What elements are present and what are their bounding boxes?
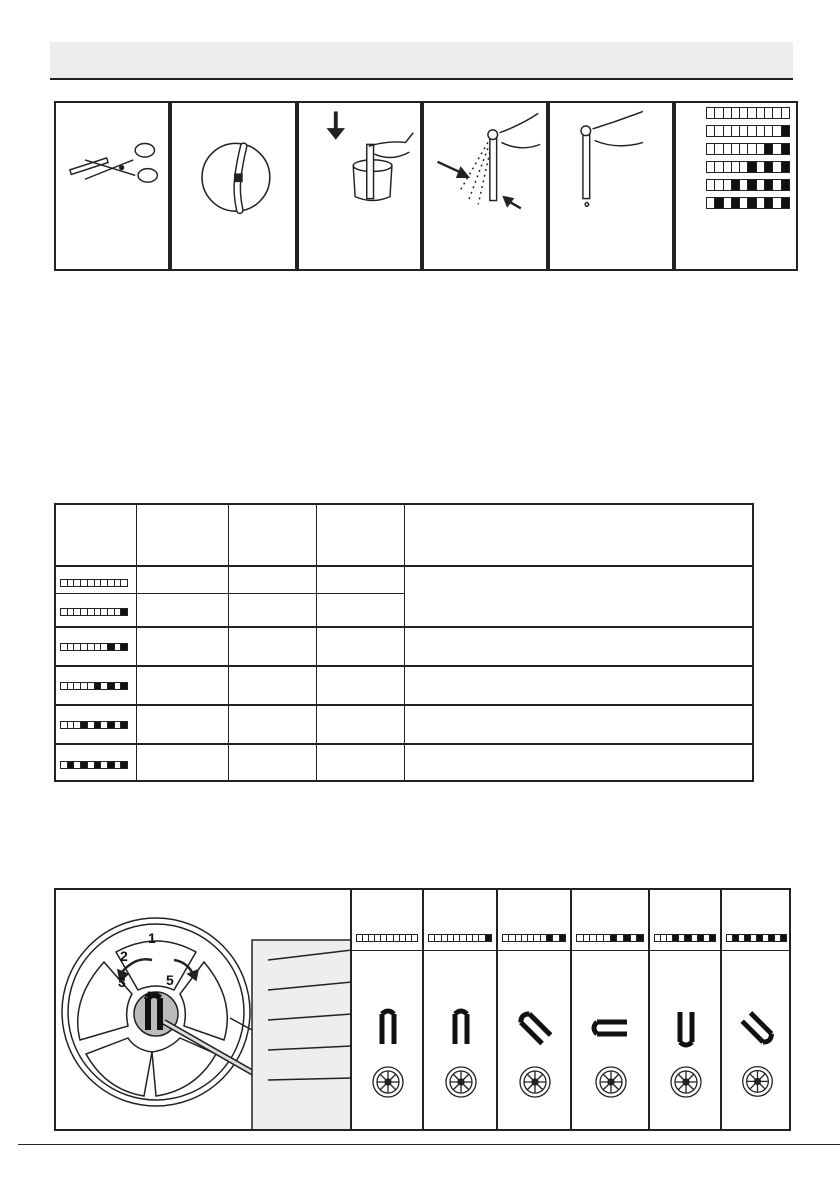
- footer-rule: [18, 1144, 840, 1145]
- dial-setting-icon: [424, 950, 498, 1130]
- table-strip-5: [60, 721, 128, 729]
- table-strip-4: [60, 682, 128, 690]
- table-strip-3: [60, 643, 128, 651]
- chart-strip-5: [706, 179, 790, 191]
- dial-setting-icon: [722, 950, 793, 1130]
- level-column-1: [350, 890, 422, 1129]
- adjustment-panel: [54, 888, 791, 1131]
- dial-number-1: 1: [148, 930, 156, 946]
- tap-water-icon: [172, 103, 295, 269]
- column-strip-5: [654, 934, 716, 942]
- dial-illustration: [56, 890, 352, 1129]
- table-strip-6: [60, 761, 128, 769]
- chart-strip-6: [706, 197, 790, 209]
- level-column-4: [570, 890, 648, 1129]
- column-strip-3: [502, 934, 566, 942]
- column-strip-6: [726, 934, 787, 942]
- chart-strip-1: [706, 107, 790, 119]
- table-strip-1: [60, 579, 128, 587]
- hardness-table: [54, 503, 754, 782]
- chart-strip-2: [706, 125, 790, 137]
- dial-number-3: 3: [118, 974, 126, 990]
- column-strip-1: [356, 934, 418, 942]
- step-read-strip: [548, 101, 674, 271]
- section-header-bar: [50, 42, 793, 80]
- dial-number-4: 4: [144, 988, 152, 1004]
- dial-number-5: 5: [166, 972, 174, 988]
- shake-strip-icon: [424, 103, 546, 269]
- chart-strip-4: [706, 161, 790, 173]
- column-strip-4: [576, 934, 644, 942]
- dial-setting-icon: [572, 950, 650, 1130]
- dial-setting-icon: [352, 950, 424, 1130]
- level-column-5: [648, 890, 720, 1129]
- step-compare-chart: [674, 101, 798, 271]
- table-strip-2: [60, 608, 128, 616]
- level-column-6: [720, 890, 791, 1129]
- dial-setting-icon: [650, 950, 722, 1130]
- step-dip-strip: [297, 101, 422, 271]
- step-cut-strip: [54, 101, 170, 271]
- dial-setting-icon: [498, 950, 572, 1130]
- dial-number-2: 2: [120, 948, 128, 964]
- read-strip-icon: [550, 103, 672, 269]
- chart-strip-3: [706, 143, 790, 155]
- table-header-rule: [56, 565, 752, 567]
- column-strip-2: [428, 934, 492, 942]
- level-column-2: [422, 890, 496, 1129]
- dip-strip-icon: [299, 103, 420, 269]
- level-column-3: [496, 890, 570, 1129]
- step-run-water: [170, 101, 297, 271]
- scissors-icon: [56, 103, 168, 269]
- step-shake-strip: [422, 101, 548, 271]
